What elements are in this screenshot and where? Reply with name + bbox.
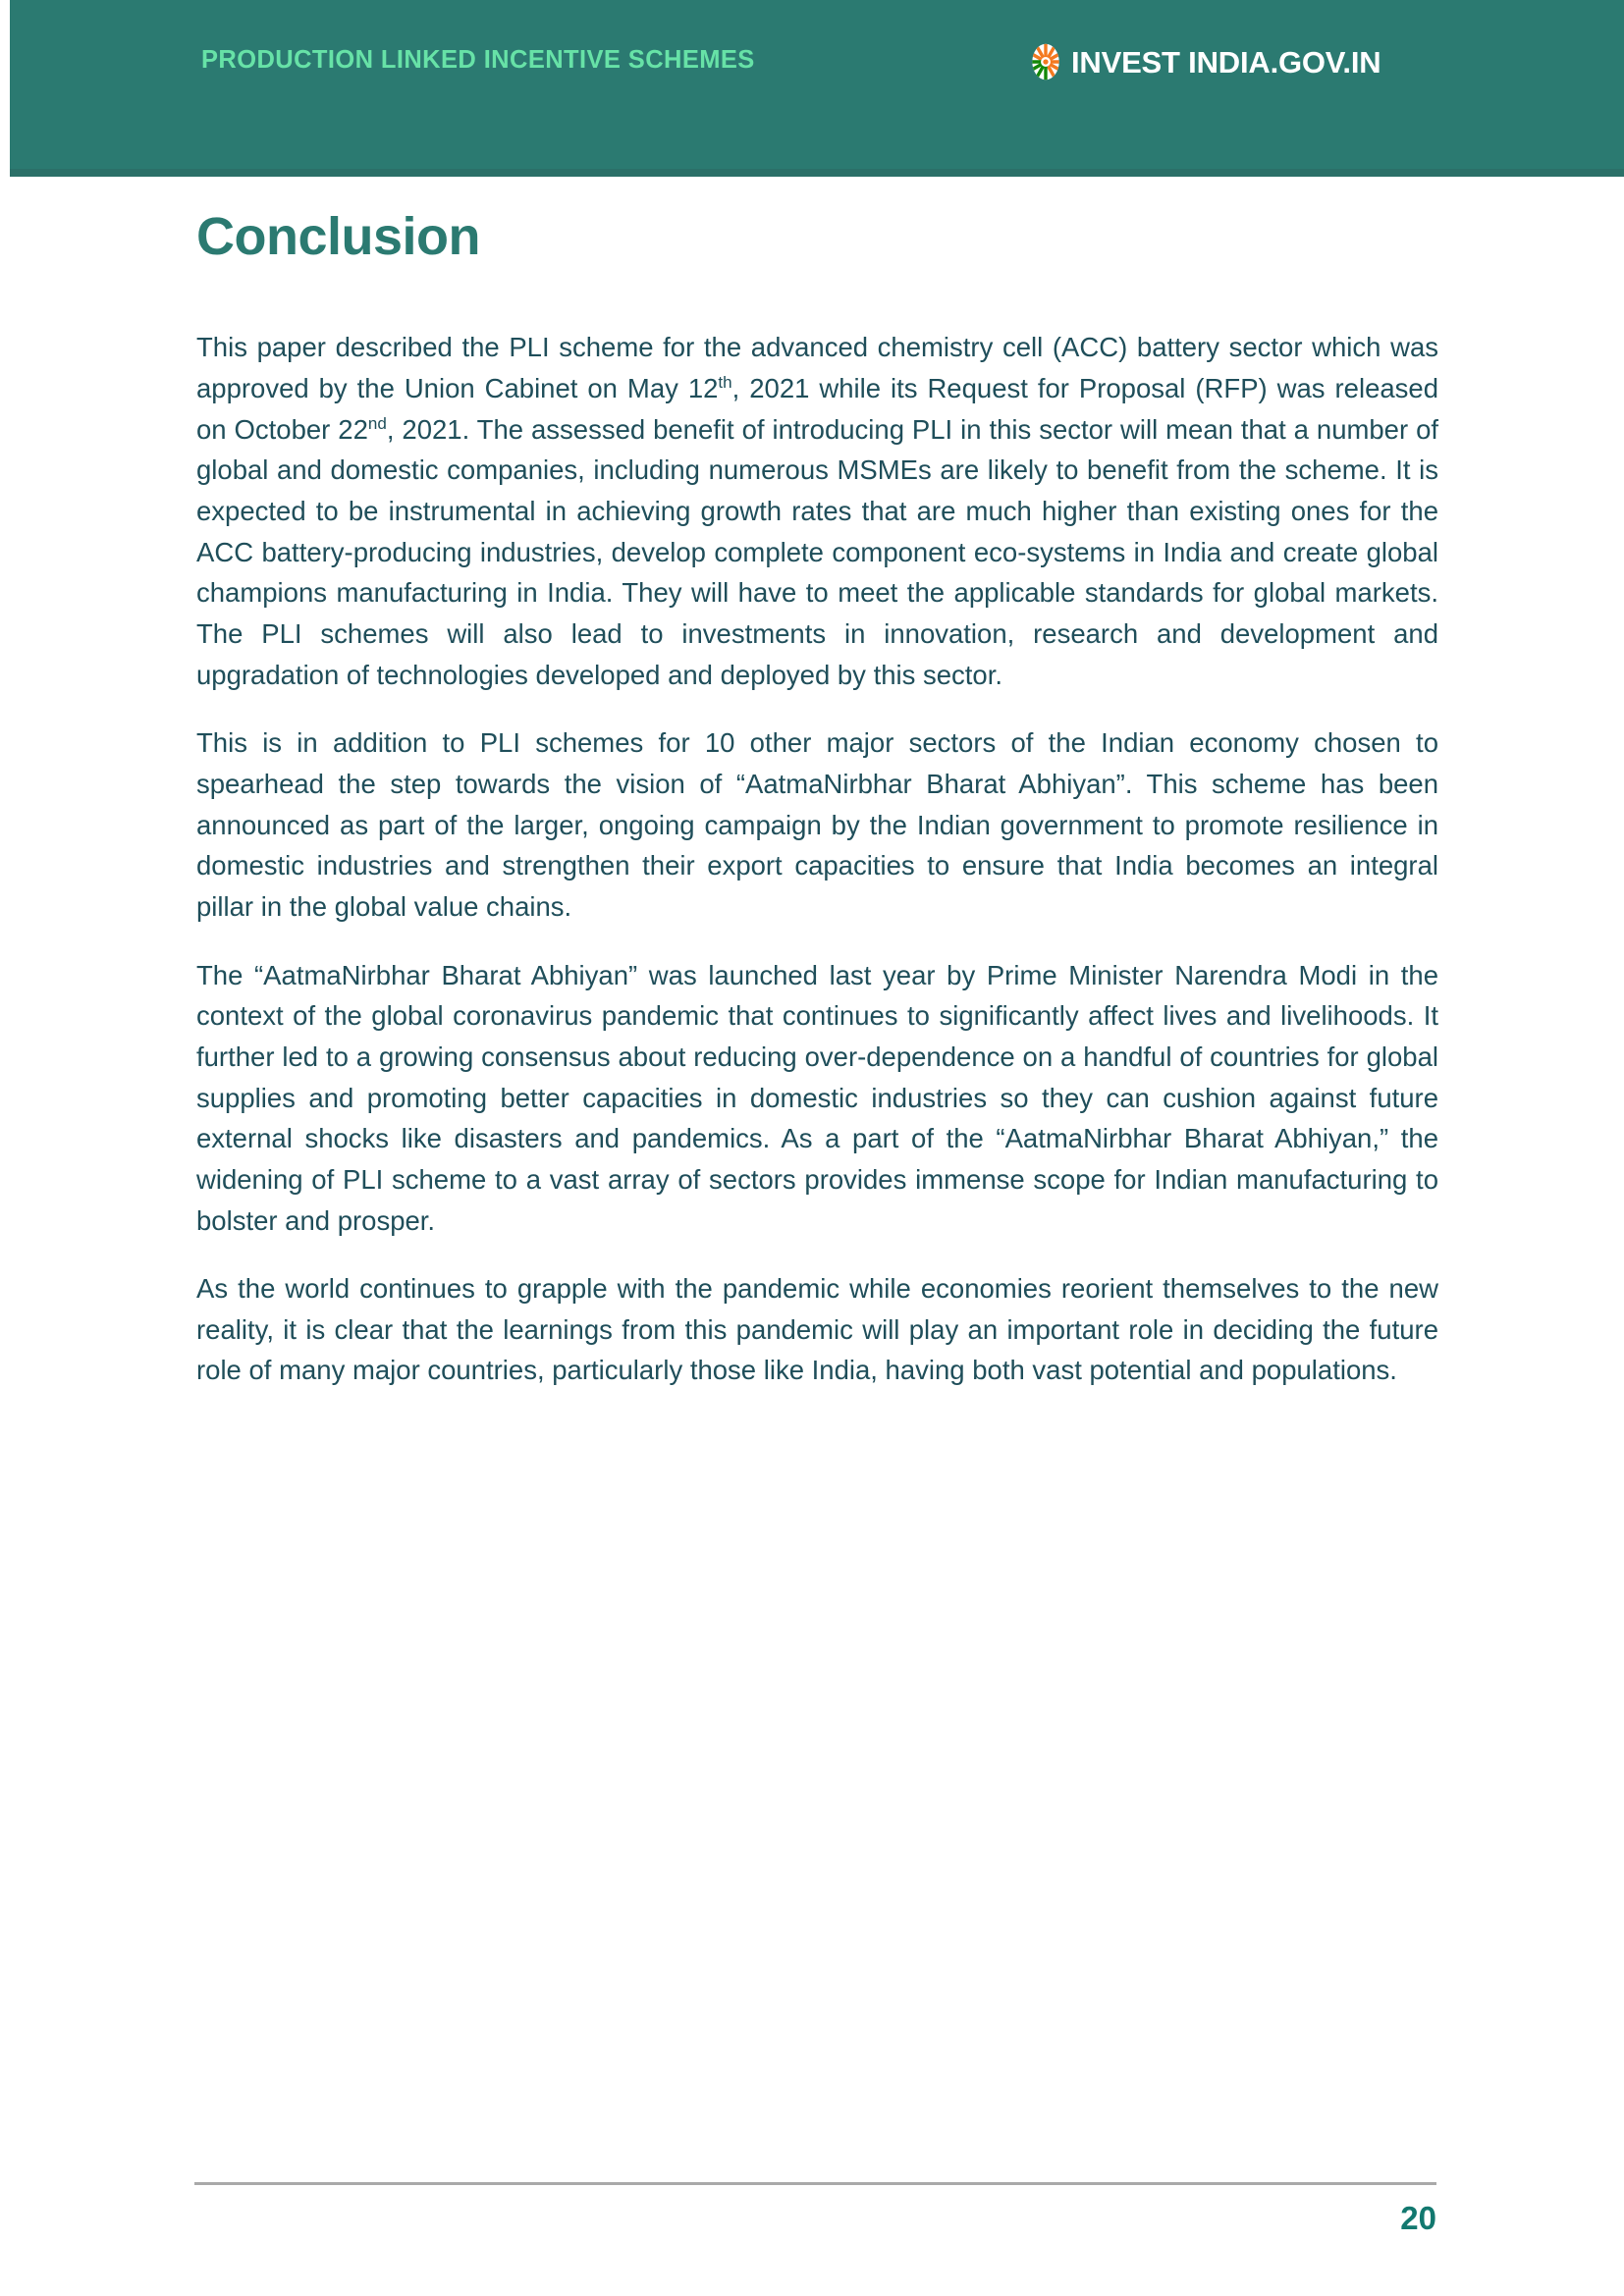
body-paragraph: This is in addition to PLI schemes for 10 other major sectors of the Indian economy chosen to spearhead the step towards the vision of “AatmaNirbhar Bharat Abhiyan”. This scheme has been announced as part of the larger, ongoing campaign by the Indian government to promote resilience in domestic industries and strengthen their export capacities to ensure that India becomes an integral pillar in the global value chains. — [196, 727, 1438, 922]
header-title: PRODUCTION LINKED INCENTIVE SCHEMES — [201, 46, 755, 74]
body-paragraph: This paper described the PLI scheme for the advanced chemistry cell (ACC) battery sector which was approved by the Union Cabinet on May 12th, 2021 while its Request for Proposal (RFP) was released on October 22nd, 2021. The assessed benefit of introducing PLI in this sector will mean that a number of global and domestic companies, including numerous MSMEs are likely to benefit from the scheme. It is expected to be instrumental in achieving growth rates that are much higher than existing ones for the ACC battery-producing industries, develop complete component eco-systems in India and create global champions manufacturing in India. They will have to meet the applicable standards for global markets. The PLI schemes will also lead to investments in innovation, research and development and upgradation of technologies developed and deployed by this sector. — [196, 332, 1439, 690]
page-number: 20 — [1400, 2200, 1436, 2236]
brand-lockup — [1027, 43, 1380, 80]
page-title: Conclusion — [196, 207, 480, 266]
ordinal-suffix: nd — [367, 413, 387, 433]
chakra-wheel-icon — [1027, 43, 1064, 80]
ordinal-suffix: th — [718, 372, 732, 392]
document-content — [196, 208, 1438, 1391]
footer-divider — [194, 2182, 1436, 2185]
body-paragraph: The “AatmaNirbhar Bharat Abhiyan” was launched last year by Prime Minister Narendra Modi in the context of the global coronavirus pandemic that continues to significantly affect lives and livelihoods. It further led to a growing consensus about reducing over-dependence on a handful of countries for global supplies and promoting better capacities in domestic industries so they can cushion against future external shocks like disasters and pandemics. As a part of the “AatmaNirbhar Bharat Abhiyan,” the widening of PLI scheme to a vast array of sectors provides immense scope for Indian manufacturing to bolster and prosper. — [196, 959, 1438, 1236]
body-paragraph: As the world continues to grapple with the pandemic while economies reorient themselves to the new reality, it is clear that the learnings from this pandemic will play an important role in deciding the future role of many major countries, particularly those like India, having both vast potential and populations. — [196, 1273, 1438, 1386]
header-band-bottom-rule — [10, 169, 1624, 177]
brand-text: INVEST INDIA.GOV.IN — [1071, 44, 1381, 80]
header-band — [10, 0, 1624, 169]
